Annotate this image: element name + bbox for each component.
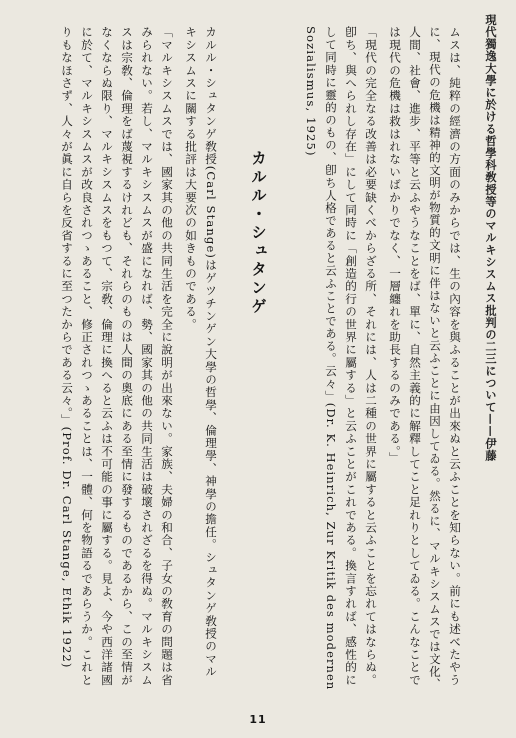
page-number: 11	[249, 713, 267, 726]
body-column: みられない。若し、マルキシスムスが盛になれば、勢、國家其の他の共同生活は破壞されざるを得ぬ。マルキシスム	[140, 26, 154, 687]
body-column: ムスは、純粹の經濟の方面のみからでは、生の內容を與ふることが出來ぬと云ふことを知らない。前にも述べたやう	[448, 26, 462, 687]
section-title: カルル・シュタンゲ	[249, 150, 268, 317]
body-column: して同時に靈的のもの、卽ち人格であると云ふことである。云々」(Dr. K. Heinrich, Zur Kritik des modernen	[324, 26, 338, 691]
body-column: は現代の危機は救はれないばかりでなく、一層纏れを助長するのみである。」	[388, 26, 402, 465]
body-column: キシスムスに關する批評は大要次の如きものである。	[184, 26, 198, 331]
body-column: スは宗敎、倫理をば蔑視するけれども、それらのものは人間の奧底にある至情に發するものであるから、この至情が	[120, 26, 134, 687]
body-column: 卽ち、與へられし存在」にして同時に「創造的行の世界に屬する」と云ふことがこれである。換言すれば、感性的に	[344, 26, 358, 687]
body-column: に、現代の危機は精神的文明が物質的文明に伴はないと云ふことに由因してゐる。然るに、マルキシスムスでは文化、	[428, 26, 442, 691]
body-column: Sozialismus, 1925)	[304, 26, 318, 157]
body-column: 「現代の完全なる改善は必要缺くべからざる所、それには、人は二種の世界に屬すると云ふことを忘れてはならぬ。	[364, 26, 378, 687]
body-column: なくならぬ限り、マルキシスムスをもつて、宗敎、倫理に換へると云ふは不可能の事に屬する。見よ、今や西洋諸國	[100, 26, 114, 687]
body-column: カルル・シュタンゲ敎授(Carl Stange)はゲツチンゲン大學の哲學、倫理學、神學の擔任。シュタンゲ敎授のマル	[204, 26, 218, 679]
running-head: 現代獨逸大學に於ける哲學科敎授等のマルキシスムス批判の二三について——伊藤	[484, 14, 498, 462]
body-column: 人間、社會、進步、平等と云ふやうなことをば、單に、自然主義的に解釋してこと足れりとしてゐる。こんなことで	[408, 26, 422, 687]
body-column: りもなほさず、人々が眞に自らを反省するに至つたからである云々。」(Prof. Dr. Carl Stange, Ethik 1922)	[60, 26, 74, 669]
body-column: 「マルキシスムスでは、國家其の他の共同生活を完全に說明が出來ない。家族、夫婦の和合、子女の敎育の問題は省	[160, 26, 174, 687]
body-column: に於て、マルキシスムスが改良されつゝあること、修正されつゝあることは、一體、何を物語るであらうか。これと	[80, 26, 94, 687]
